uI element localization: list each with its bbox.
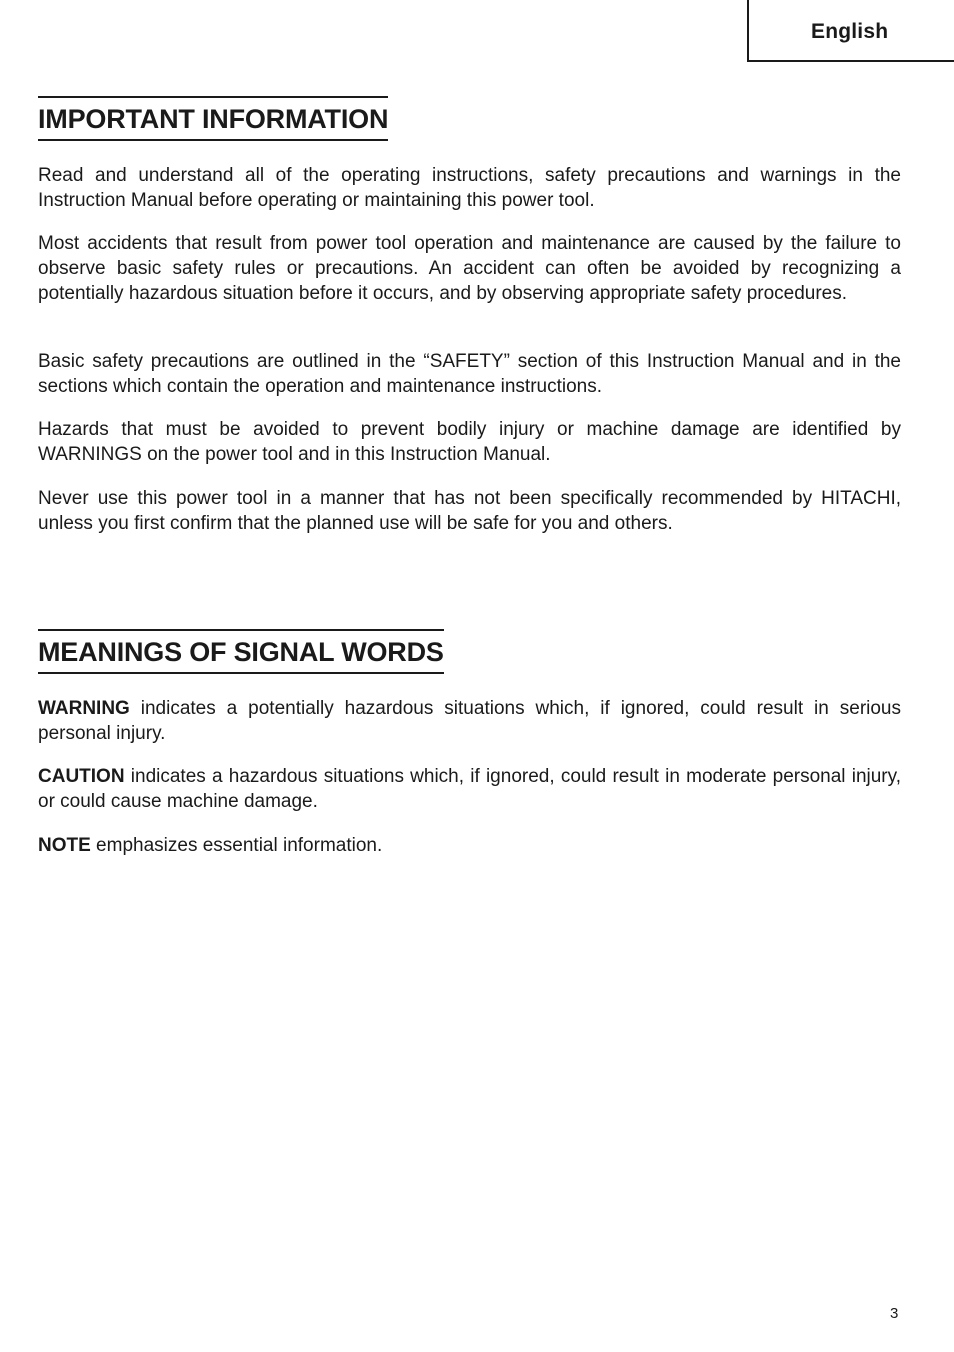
- note-definition: emphasizes essential information.: [90, 835, 383, 856]
- warning-definition: indicates a potentially hazardous situations which, if ignored, could result in serious personal injury.: [38, 698, 901, 744]
- signal-word-note: [38, 833, 901, 858]
- warning-term: WARNING: [38, 698, 130, 719]
- caution-term: CAUTION: [38, 766, 125, 787]
- important-info-paragraph-3: Basic safety precautions are outlined in the “SAFETY” section of this Instruction Manual and in the sections which contain the operation and maintenance instructions.: [38, 351, 901, 397]
- caution-definition: indicates a hazardous situations which, if ignored, could result in moderate personal injury, or could cause machine damage.: [38, 766, 901, 812]
- signal-word-caution: [38, 764, 901, 814]
- important-info-paragraph-2: Most accidents that result from power tool operation and maintenance are caused by the failure to observe basic safety rules or precautions. An accident can often be avoided by recognizing a potentially hazardous situation before it occurs, and by observing appropriate safety procedures.: [38, 233, 901, 304]
- language-label: English: [811, 20, 889, 43]
- signal-words-heading: MEANINGS OF SIGNAL WORDS: [38, 629, 444, 674]
- note-term: NOTE: [38, 835, 91, 856]
- important-information-heading: IMPORTANT INFORMATION: [38, 96, 388, 141]
- page-number: 3: [890, 1305, 899, 1322]
- important-info-paragraph-1: Read and understand all of the operating instructions, safety precautions and warnings in the Instruction Manual before operating or maintaining this power tool.: [38, 165, 901, 211]
- language-tab: [747, 0, 954, 62]
- signal-word-warning: [38, 696, 901, 746]
- important-info-paragraph-4: Hazards that must be avoided to prevent bodily injury or machine damage are identified by WARNINGS on the power tool and in this Instruction Manual.: [38, 419, 901, 465]
- important-info-paragraph-5: Never use this power tool in a manner that has not been specifically recommended by HITACHI, unless you first confirm that the planned use will be safe for you and others.: [38, 488, 901, 534]
